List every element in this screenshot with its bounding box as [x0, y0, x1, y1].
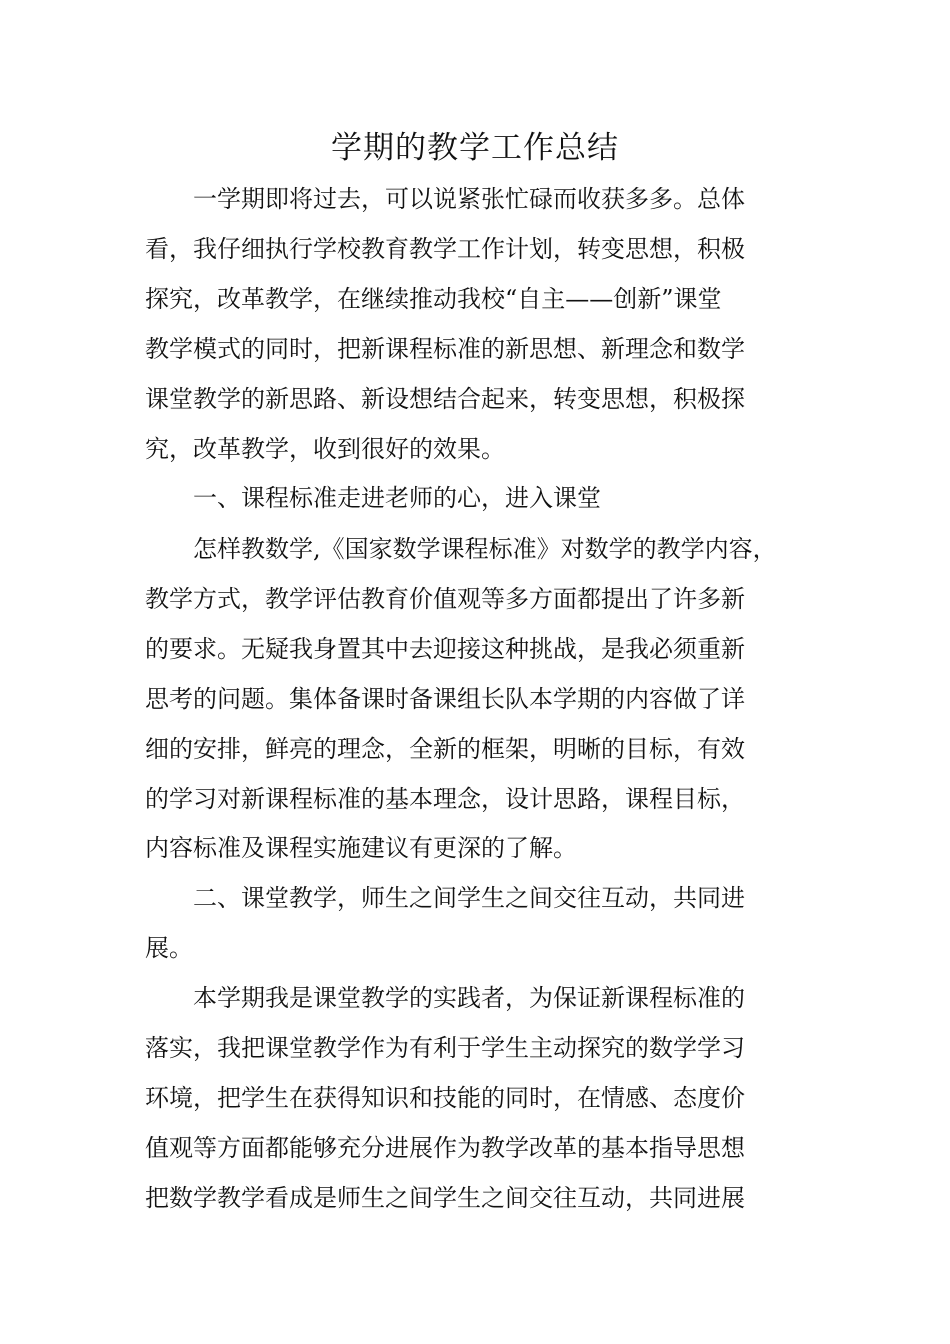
section-heading: 一、课程标准走进老师的心，进入课堂 [145, 484, 601, 512]
paragraph-line: 细的安排，鲜亮的理念，全新的框架，明晰的目标，有效 [145, 735, 745, 763]
paragraph-line: 值观等方面都能够充分进展作为教学改革的基本指导思想 [145, 1134, 745, 1162]
paragraph-line: 看，我仔细执行学校教育教学工作计划，转变思想，积极 [145, 235, 745, 263]
paragraph-line: 探究，改革教学，在继续推动我校“自主——创新”课堂 [145, 285, 722, 313]
paragraph-line: 教学模式的同时，把新课程标准的新思想、新理念和数学 [145, 335, 745, 363]
paragraph-line: 环境，把学生在获得知识和技能的同时，在情感、态度价 [145, 1084, 745, 1112]
section-heading: 展。 [145, 934, 193, 962]
paragraph-line: 究，改革教学，收到很好的效果。 [145, 435, 505, 463]
section-heading: 二、课堂教学，师生之间学生之间交往互动，共同进 [145, 884, 745, 912]
paragraph-line: 的要求。无疑我身置其中去迎接这种挑战，是我必须重新 [145, 635, 745, 663]
paragraph-line: 内容标准及课程实施建议有更深的了解。 [145, 834, 577, 862]
paragraph-line: 的学习对新课程标准的基本理念，设计思路，课程目标， [145, 785, 745, 813]
paragraph-line: 怎样教数学,《国家数学课程标准》对数学的教学内容， [145, 535, 777, 563]
paragraph-line: 课堂教学的新思路、新设想结合起来，转变思想，积极探 [145, 385, 745, 413]
paragraph-line: 本学期我是课堂教学的实践者，为保证新课程标准的 [145, 984, 745, 1012]
paragraph-line: 一学期即将过去，可以说紧张忙碌而收获多多。总体 [145, 185, 745, 213]
paragraph-line: 思考的问题。集体备课时备课组长队本学期的内容做了详 [145, 685, 745, 713]
paragraph-line: 把数学教学看成是师生之间学生之间交往互动，共同进展 [145, 1184, 745, 1212]
paragraph-line: 落实，我把课堂教学作为有利于学生主动探究的数学学习 [145, 1034, 745, 1062]
document-title: 学期的教学工作总结 [331, 130, 619, 166]
paragraph-line: 教学方式，教学评估教育价值观等多方面都提出了许多新 [145, 585, 745, 613]
